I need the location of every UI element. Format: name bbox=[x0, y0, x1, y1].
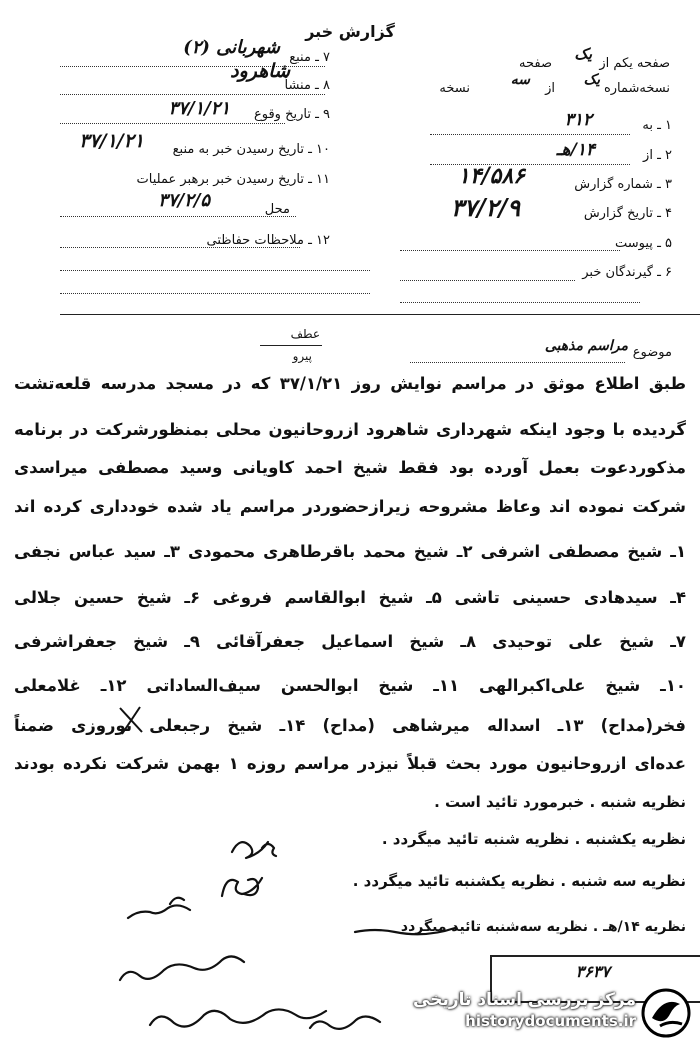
body-line: ۱ـ شیخ مصطفی اشرفی ۲ـ شیخ محمد باقرطاهری محمودی ۳ـ سید عباس نجفی bbox=[14, 542, 687, 561]
reference-label: عطف bbox=[290, 327, 320, 341]
note-line: نظریه ۱۴/هـ . نظریه سه‌شنبه تائید میگردد bbox=[400, 919, 686, 935]
report-number-label: ۳ ـ شماره گزارش bbox=[574, 177, 672, 192]
note-line: نظریه سه شنبه . نظریه یکشنبه تائید میگردد . bbox=[352, 872, 686, 890]
follow-up-label: پیرو bbox=[292, 349, 312, 363]
field-location-value: ۳۷/۲/۵ bbox=[158, 190, 210, 211]
field-reached-source-label: ۱۰ ـ تاریخ رسیدن خبر به منبع bbox=[172, 142, 330, 157]
attachment-label: ۵ ـ پیوست bbox=[615, 236, 672, 251]
body-line: شرکت نموده اند وعاظ مشروحه زیرازحضوردر مراسم یاد شده خودداری کرده اند bbox=[14, 497, 686, 516]
body-line: مذکوردعوت بعمل آورده بود فقط شیخ احمد کاویانی وسید مصطفی میراسدی bbox=[14, 458, 686, 477]
field-to-value: ۳۱۲ bbox=[564, 110, 592, 130]
copy-number-suffix: نسخه bbox=[439, 81, 470, 96]
copy-number-mid: از bbox=[545, 81, 555, 96]
field-origin-label: ۸ ـ منشأ bbox=[284, 78, 330, 93]
body-line: عده‌ای ازروحانیون مورد بحث قبلاً نیزدر مراسم روزه ۱ بهمن شرکت نکرده بودند bbox=[14, 754, 686, 773]
field-occurrence-date-value: ۳۷/۱/۲۱ bbox=[168, 98, 230, 119]
page-count-value: یک bbox=[574, 45, 592, 63]
field-to-label: ۱ ـ به bbox=[642, 118, 672, 133]
field-source-label: ۷ ـ منبع bbox=[289, 50, 330, 65]
body-line: ۱۰ـ شیخ علی‌اکبرالهی ۱۱ـ شیخ ابوالحسن سیف‌الساداتی ۱۲ـ غلامعلی bbox=[14, 676, 686, 695]
field-from-label: ۲ ـ از bbox=[643, 148, 672, 163]
recipients-label: ۶ ـ گیرندگان خبر bbox=[582, 265, 672, 280]
field-from-value: ۱۴/هـ bbox=[556, 140, 595, 160]
field-reached-source-value: ۳۷/۱/۲۱ bbox=[79, 130, 144, 152]
report-date-label: ۴ ـ تاریخ گزارش bbox=[583, 206, 672, 221]
archive-logo-icon bbox=[640, 988, 692, 1038]
subject-label: موضوع bbox=[632, 345, 672, 360]
logo-url: historydocuments.ir bbox=[465, 1012, 636, 1030]
report-number-value: ۱۴/۵۸۶ bbox=[457, 163, 525, 189]
logo-name: مرکز بررسی اسناد تاریخی bbox=[413, 990, 636, 1010]
field-security-notes-label: ۱۲ ـ ملاحظات حفاظتی bbox=[206, 233, 330, 248]
page-count-label: صفحه یکم از bbox=[599, 56, 670, 71]
stamp-number: ۳۶۳۷ bbox=[575, 962, 610, 981]
field-location-label: محل bbox=[264, 202, 290, 217]
subject-value: مراسم مذهبی bbox=[544, 338, 628, 354]
field-source-value: شهربانی (۲) bbox=[183, 37, 280, 58]
note-line: نظریه یکشنبه . نظریه شنبه تائید میگردد . bbox=[381, 830, 686, 848]
body-line: گردیده با وجود اینکه شهرداری شاهرود ازروحانیون محلی بمنظورشرکت در برنامه bbox=[14, 420, 686, 439]
body-line: طبق اطلاع موثق در مراسم نوایش روز ۳۷/۱/۲۱ که در مسجد مدرسه قلعه‌تشت bbox=[14, 374, 686, 393]
body-line: ۷ـ شیخ علی توحیدی ۸ـ شیخ اسماعیل جعفرآقائی ۹ـ شیخ جعفراشرفی bbox=[14, 632, 686, 651]
body-line: ۴ـ سیدهادی حسینی تاشی ۵ـ شیخ ابوالقاسم فروغی ۶ـ شیخ حسین جلالی bbox=[14, 588, 687, 607]
report-date-value: ۳۷/۲/۹ bbox=[450, 193, 520, 222]
copy-number-value: یک bbox=[583, 72, 600, 88]
page-count-suffix: صفحه bbox=[519, 56, 552, 71]
note-line: نظریه شنبه . خبرمورد تائید است . bbox=[434, 793, 686, 811]
copy-number-label: نسخه‌شماره bbox=[603, 81, 670, 96]
field-reached-ops-label: ۱۱ ـ تاریخ رسیدن خبر برهبر عملیات bbox=[136, 172, 330, 187]
body-line: فخر(مداح) ۱۳ـ اسداله میرشاهی (مداح) ۱۴ـ شیخ رجبعلی نوروزی ضمناً bbox=[14, 716, 686, 735]
document-title: گزارش خبر bbox=[305, 22, 395, 41]
field-occurrence-date-label: ۹ ـ تاریخ وقوع bbox=[253, 107, 330, 122]
field-origin-value: شاهرود bbox=[230, 60, 290, 82]
copy-number-value2: سه bbox=[510, 72, 530, 88]
